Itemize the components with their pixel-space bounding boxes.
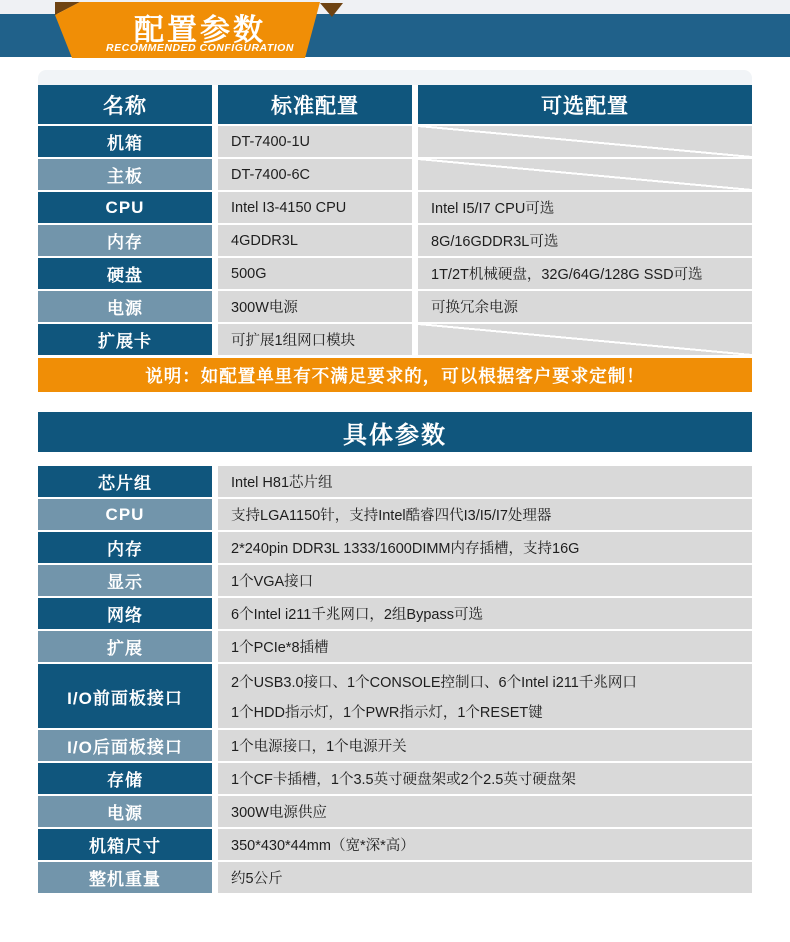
standard-cell: DT-7400-6C [218,159,412,190]
row-label: 扩展 [38,631,212,662]
optional-cell: 可换冗余电源 [418,291,752,322]
value-cell: 支持LGA1150针，支持Intel酷睿四代I3/I5/I7处理器 [218,499,752,530]
value-cell: 6个Intel i211千兆网口，2组Bypass可选 [218,598,752,629]
optional-cell: Intel I5/I7 CPU可选 [418,192,752,223]
optional-cell-na [418,324,752,355]
row-label: 扩展卡 [38,324,212,355]
optional-cell-na [418,126,752,157]
row-label: 网络 [38,598,212,629]
value-cell: 300W电源供应 [218,796,752,827]
standard-cell: 500G [218,258,412,289]
column-header-optional: 可选配置 [418,85,752,124]
value-line-1: 2个USB3.0接口、1个CONSOLE控制口、6个Intel i211千兆网口 [231,674,637,691]
value-cell: 1个CF卡插槽，1个3.5英寸硬盘架或2个2.5英寸硬盘架 [218,763,752,794]
row-label: 电源 [38,291,212,322]
column-header-name: 名称 [38,85,212,124]
row-label: 机箱 [38,126,212,157]
row-label: CPU [38,192,212,223]
table-top-shade [38,70,752,85]
value-cell: 350*430*44mm（宽*深*高） [218,829,752,860]
standard-cell: 300W电源 [218,291,412,322]
column-header-standard: 标准配置 [218,85,412,124]
value-cell: 2*240pin DDR3L 1333/1600DIMM内存插槽，支持16G [218,532,752,563]
optional-cell: 8G/16GDDR3L可选 [418,225,752,256]
custom-note-bar: 说明：如配置单里有不满足要求的，可以根据客户要求定制！ [38,358,752,392]
value-cell: 约5公斤 [218,862,752,893]
row-label: 显示 [38,565,212,596]
page-title: 配置参数 [134,14,266,47]
row-label: 主板 [38,159,212,190]
value-cell-multiline [218,664,752,728]
row-label: 存储 [38,763,212,794]
row-label: 机箱尺寸 [38,829,212,860]
standard-cell: DT-7400-1U [218,126,412,157]
row-label: 芯片组 [38,466,212,497]
row-label: I/O前面板接口 [38,664,212,728]
standard-cell: 4GDDR3L [218,225,412,256]
value-cell: 1个电源接口，1个电源开关 [218,730,752,761]
value-cell: 1个VGA接口 [218,565,752,596]
row-label: 内存 [38,225,212,256]
row-label: CPU [38,499,212,530]
row-label: 整机重量 [38,862,212,893]
content-area [38,85,752,893]
value-cell: Intel H81芯片组 [218,466,752,497]
row-label: 硬盘 [38,258,212,289]
config-table [38,85,752,355]
standard-cell: Intel I3-4150 CPU [218,192,412,223]
row-label: 电源 [38,796,212,827]
value-cell: 1个PCIe*8插槽 [218,631,752,662]
standard-cell: 可扩展1组网口模块 [218,324,412,355]
page-subtitle: RECOMMENDED CONFIGURATION [106,42,294,54]
row-label: 内存 [38,532,212,563]
header-ribbon [55,2,345,58]
detail-table [38,466,752,893]
detail-section-title: 具体参数 [38,412,752,452]
optional-cell-na [418,159,752,190]
spacer [38,452,752,466]
optional-cell: 1T/2T机械硬盘，32G/64G/128G SSD可选 [418,258,752,289]
value-line-2: 1个HDD指示灯，1个PWR指示灯，1个RESET键 [231,704,543,721]
row-label: I/O后面板接口 [38,730,212,761]
